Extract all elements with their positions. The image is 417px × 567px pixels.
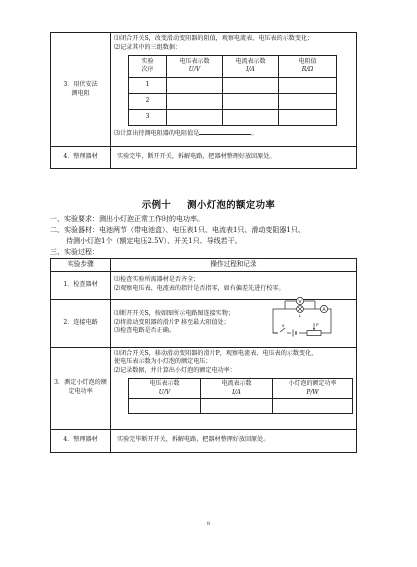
slider-label: P xyxy=(316,323,319,327)
experiment-requirements: 一、实验要求：测出小灯泡正常工作时的电功率。 xyxy=(50,215,204,223)
organize-step-text: 实验完毕，断开开关，拆解电路，把器材整理好放回原处。 xyxy=(111,147,357,169)
organize-step-label: 4．整理器材 xyxy=(51,147,111,169)
header-step: 实验步骤 xyxy=(51,259,111,272)
header-voltage: 电压表示数 U/V xyxy=(129,379,201,399)
voltmeter-label: V xyxy=(298,299,302,305)
step-label-line1: 3．用伏安法 xyxy=(63,80,98,88)
answer-blank xyxy=(199,129,251,135)
experiment-materials-line2: 待测小灯泡1个（额定电压2.5V）、开关1只、导线若干。 xyxy=(66,237,242,245)
step-label xyxy=(51,33,111,147)
step-check-text: ⑴检查实验所需器材是否齐全； ⑵观察电压表、电流表的指针是否指零，如有偏差先进行校零。 xyxy=(111,271,357,299)
row-number: 1 xyxy=(129,77,167,93)
step-measure-text: ⑴闭合开关S，移动滑动变阻器的滑片P，观察电流表、电压表的示数变化， 使电压表示数为小灯泡的额定电压； ⑵记录数据，并计算出小灯泡的额定电功率： 电压表示数 U/V 电流表示数 I/A 小灯泡的额定功率 P/W xyxy=(111,347,357,429)
row-number: 3 xyxy=(129,109,167,125)
step-organize-label: 4．整理器材 xyxy=(51,429,111,452)
switch-label: S xyxy=(282,324,285,328)
page-number: 8 xyxy=(206,521,211,527)
power-data-table xyxy=(128,378,353,414)
header-voltage: 电压表示数 U/V xyxy=(167,55,223,77)
experiment-materials-line1: 二、实验器材：电池两节（带电池盒）、电压表1只、电流表1只、滑动变阻器1只、 xyxy=(50,226,305,234)
table-row xyxy=(129,399,353,414)
ammeter-label: A xyxy=(322,307,326,313)
circuit-diagram xyxy=(269,297,335,337)
experiment-procedure-heading: 三、实验过程： xyxy=(50,248,99,256)
header-operation: 操作过程和记录 xyxy=(111,259,357,272)
operation-cell xyxy=(111,33,357,147)
operation-line-2: ⑵记录其中的三组数据： xyxy=(114,43,182,51)
step-connect-text: ⑴断开开关S，按如图所示电路图连接实物； ⑵将滑动变阻器的滑片P 移至最大阻值处； ⑶检查电路是否正确。 xyxy=(111,299,357,347)
step-measure-label: 3．测定小灯泡的额 定电功率 xyxy=(51,347,111,429)
resistance-data-table xyxy=(128,55,337,126)
step-check-label: 1．检查器材 xyxy=(51,271,111,299)
header-current: 电流表示数 I/A xyxy=(223,55,279,77)
step-label-line2: 测电阻 xyxy=(71,89,90,97)
procedure-table xyxy=(50,258,357,453)
header-power: 小灯泡的额定功率 P/W xyxy=(273,379,353,399)
section-title: 示例十 测小灯泡的额定功率 xyxy=(141,200,276,211)
step-organize-text: 实验完毕断开开关，拆解电路，把器材整理好放回原处。 xyxy=(111,429,357,452)
header-trial: 实验 次序 xyxy=(129,55,167,77)
table-row xyxy=(129,77,337,93)
operation-line-1: ⑴闭合开关S，改变滑动变阻器的阻值，观察电流表、电压表的示数变化； xyxy=(114,35,314,42)
row-number: 2 xyxy=(129,93,167,109)
lamp-label: L xyxy=(298,314,302,318)
rheostat-icon xyxy=(307,331,321,336)
header-current: 电流表示数 I/A xyxy=(201,379,273,399)
step-connect-label: 2．连接电路 xyxy=(51,299,111,347)
table-row xyxy=(129,93,337,109)
resistance-measurement-table xyxy=(50,32,357,169)
header-resistance: 电阻值 R/Ω xyxy=(279,55,337,77)
table-row xyxy=(129,109,337,125)
calculation-line: ⑶计算出待测电阻器的电阻值是 。 xyxy=(114,129,258,137)
